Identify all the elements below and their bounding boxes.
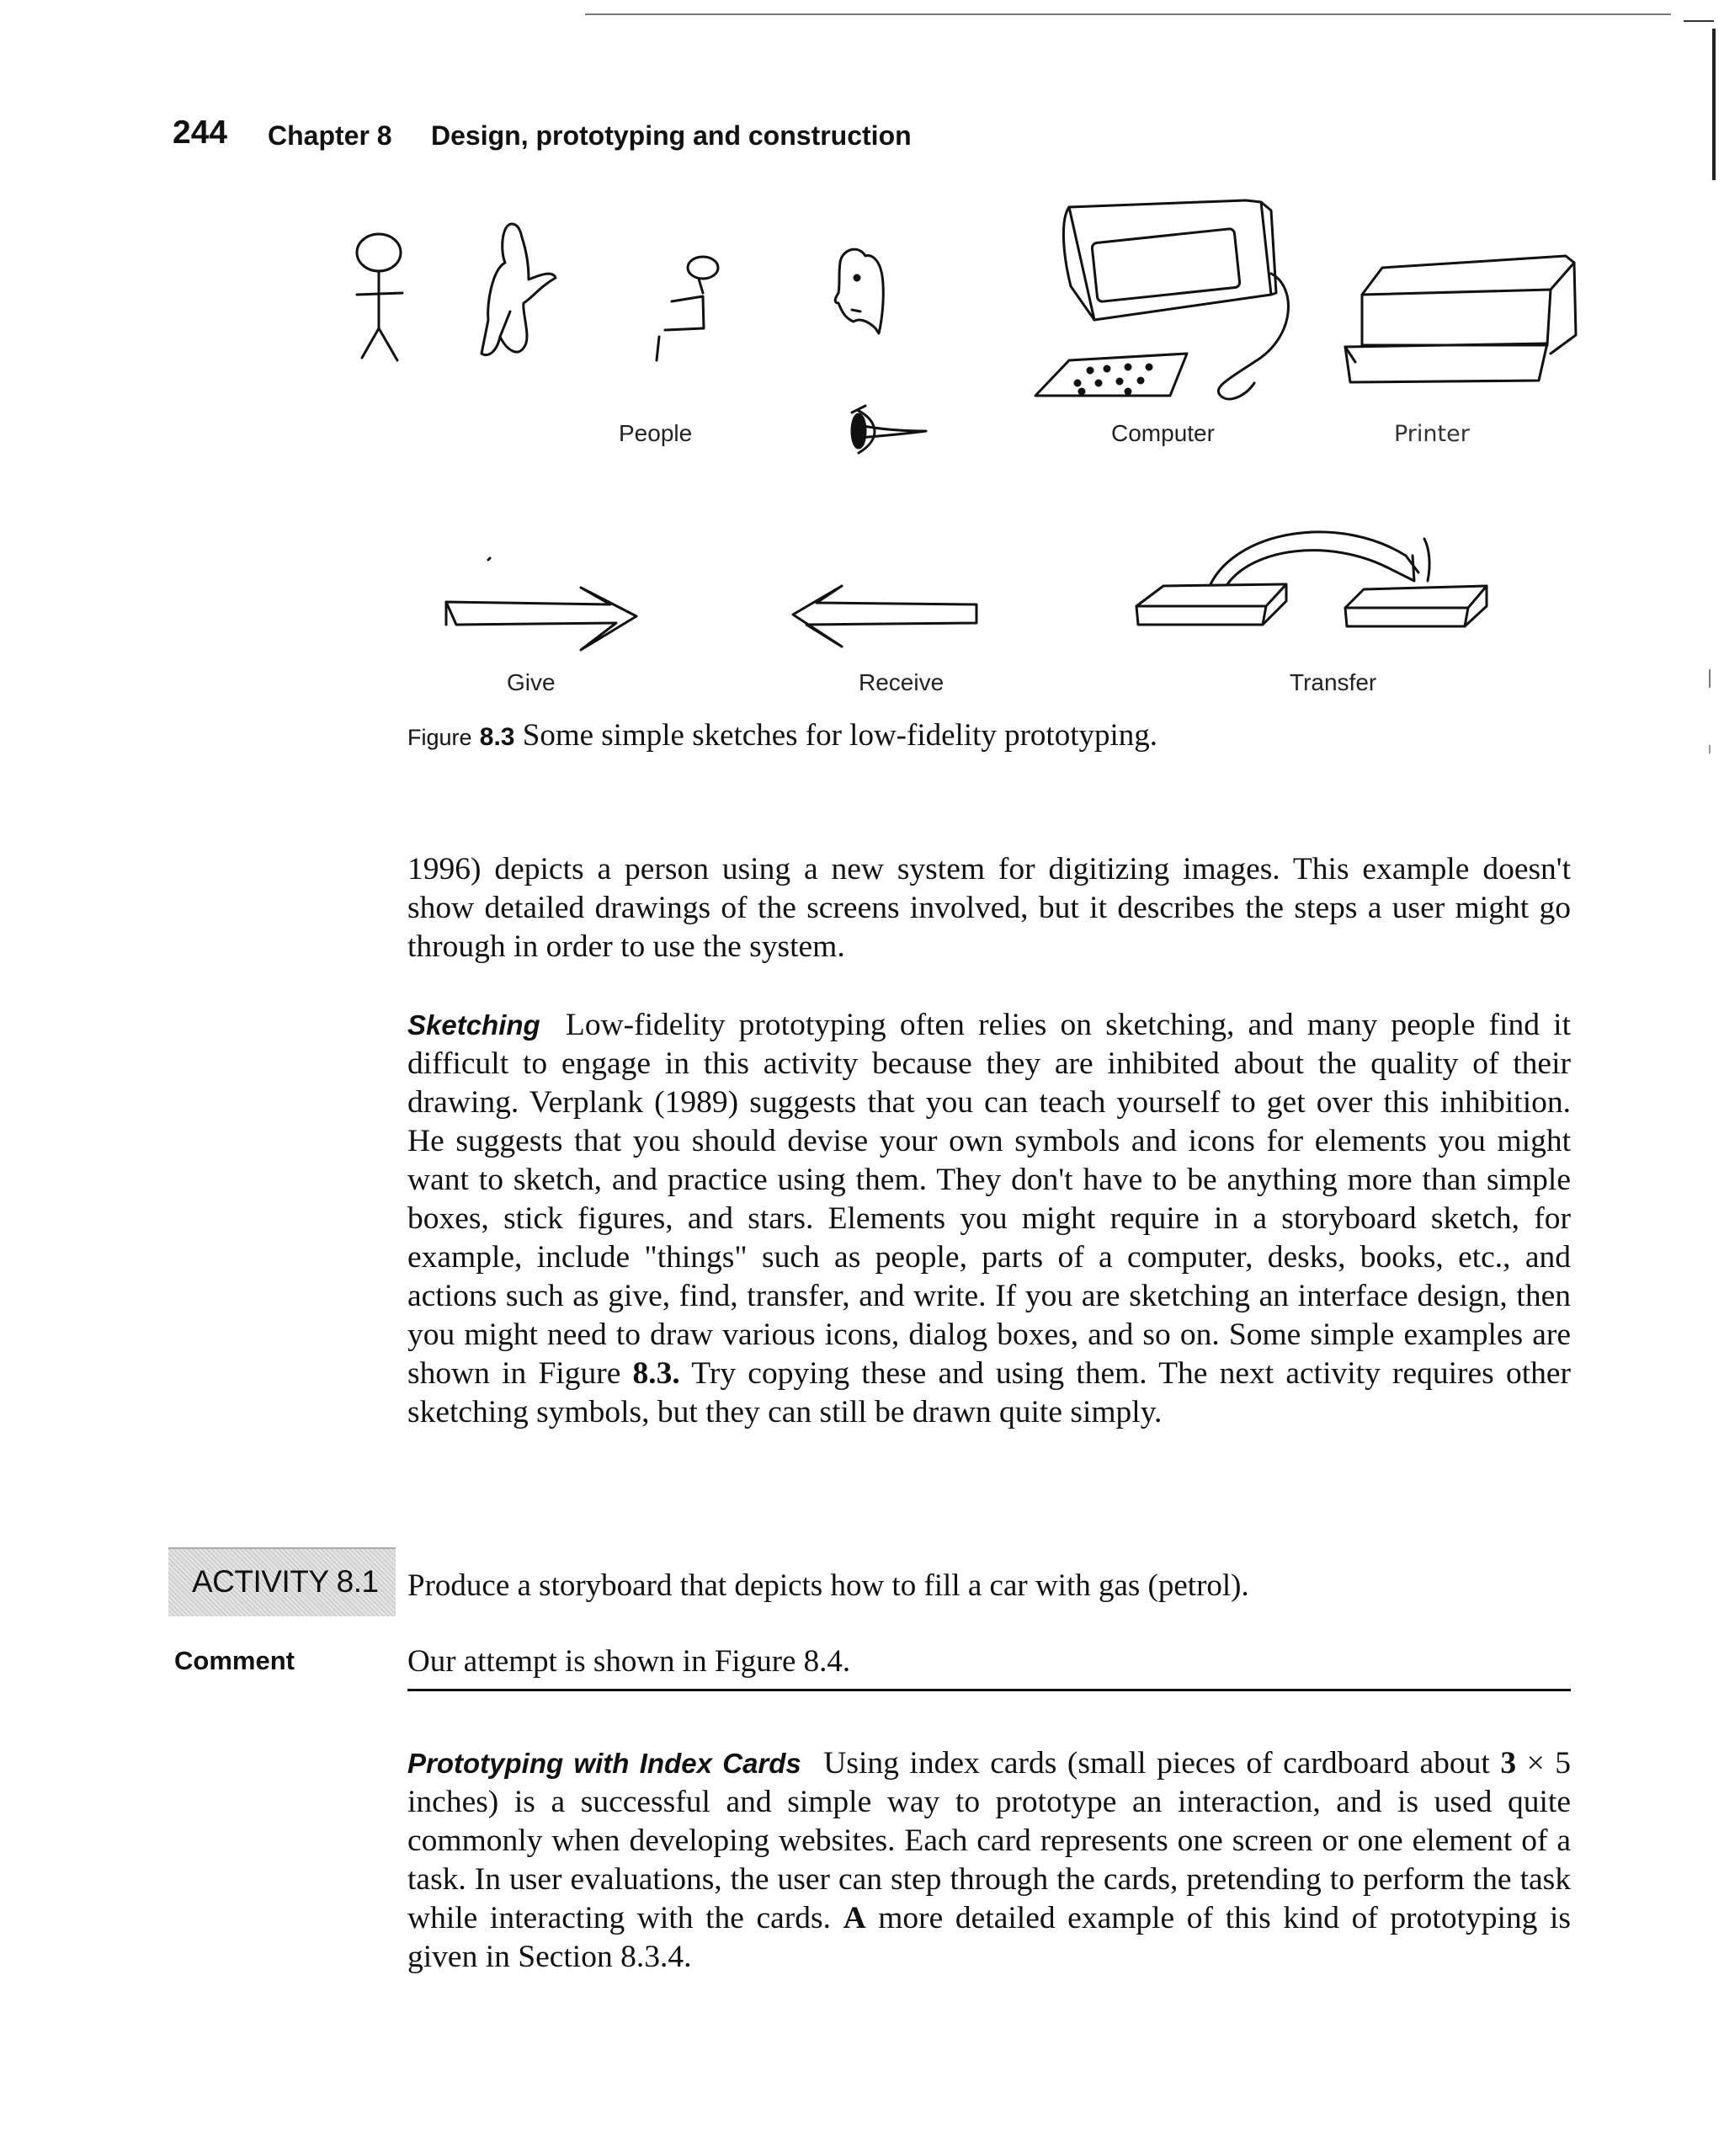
label-transfer: Transfer bbox=[1290, 669, 1377, 695]
paragraph-index-cards bbox=[407, 1744, 1571, 1977]
chapter-label: Chapter 8 bbox=[268, 120, 392, 151]
paragraph-index-cards-text-2: 5 inches) is a successful and simple way to prototype an interaction, and is used quite commonly when developing websites. Each card represents one screen or one element of a task. In user evaluations, the user can step through the cards, pretending to perform the task while interacting with the cards. bbox=[407, 1746, 1572, 1935]
caption-number: 8.3 bbox=[479, 723, 515, 751]
computer-icon bbox=[1035, 200, 1288, 399]
right-margin-mark bbox=[1709, 669, 1711, 688]
seated-figure-icon bbox=[657, 257, 718, 360]
paragraph-intro: 1996) depicts a person using a new system for digitizing images. This example doesn't show detailed drawings of the screens involved, but it describes the steps a user might go through in order to use the system. bbox=[407, 852, 1571, 964]
section-heading-sketching: Sketching bbox=[407, 1009, 540, 1041]
label-computer: Computer bbox=[1111, 420, 1215, 446]
bold-article: A bbox=[843, 1901, 866, 1935]
chapter-title: Design, prototyping and construction bbox=[431, 120, 912, 151]
figure-reference: 8.3. bbox=[632, 1356, 680, 1391]
paragraph-index-cards-text: Using index cards (small pieces of cardboard about bbox=[823, 1746, 1490, 1781]
activity-text: Produce a storyboard that depicts how to fill a car with gas (petrol). bbox=[407, 1568, 1249, 1603]
transfer-icon bbox=[1136, 532, 1487, 626]
times-sign: × bbox=[1526, 1746, 1545, 1781]
eye-icon bbox=[852, 406, 926, 453]
label-receive: Receive bbox=[859, 669, 944, 695]
right-margin-mark bbox=[1709, 745, 1711, 753]
page-number: 244 bbox=[173, 114, 228, 151]
paragraph-index-cards-text-3: more detailed example of this kind of prototyping is given in Section 8.3.4. bbox=[407, 1901, 1572, 1974]
comment-text: Our attempt is shown in Figure 8.4. bbox=[407, 1644, 851, 1679]
comment-label: Comment bbox=[174, 1646, 295, 1675]
activity-rule bbox=[407, 1689, 1571, 1691]
top-rule bbox=[585, 13, 1671, 15]
receive-arrow-icon bbox=[793, 586, 976, 647]
blob-person-icon bbox=[482, 224, 556, 355]
right-edge-bar bbox=[1712, 29, 1716, 180]
section-heading-index-cards: Prototyping with Index Cards bbox=[407, 1748, 801, 1779]
paragraph-sketching bbox=[407, 1006, 1571, 1432]
right-corner-tick bbox=[1684, 20, 1714, 22]
head-profile-icon bbox=[835, 249, 883, 333]
printer-icon bbox=[1345, 256, 1576, 382]
label-give: Give bbox=[507, 669, 556, 695]
figure-sketches bbox=[320, 185, 1599, 707]
paragraph-sketching-text-end: Try copying these and using them. The next activity requires other sketching symbols, but they can still be drawn quite simply. bbox=[407, 1356, 1572, 1429]
figure-caption bbox=[407, 717, 1157, 753]
caption-text: Some simple sketches for low-fidelity prototyping. bbox=[522, 718, 1158, 753]
stick-figure-icon bbox=[357, 234, 402, 360]
give-arrow-icon bbox=[446, 558, 636, 650]
dimension-number: 3 bbox=[1500, 1746, 1517, 1781]
paragraph-sketching-text: Low-fidelity prototyping often relies on sketching, and many people find it difficult to engage in this activity because they are inhibited about the quality of their drawing. Verplank (1989) suggests that you can teach yourself to get over this inhibition. He suggests that you should devise your own symbols and icons for elements you might want to sketch, and practice using them. They don't have to be anything more than simple boxes, stick figures, and stars. Elements you might require in a storyboard sketch, for example, include "things" such as people, parts of a computer, desks, books, etc., and actions such as give, find, transfer, and write. If you are sketching an interface design, then you might need to draw various icons, dialog boxes, and so on. Some simple examples are shown in Figure bbox=[407, 1008, 1572, 1391]
label-printer: Printer bbox=[1394, 421, 1470, 447]
activity-label: ACTIVITY 8.1 bbox=[192, 1564, 379, 1599]
label-people: People bbox=[619, 420, 693, 446]
caption-label: Figure bbox=[407, 725, 472, 750]
